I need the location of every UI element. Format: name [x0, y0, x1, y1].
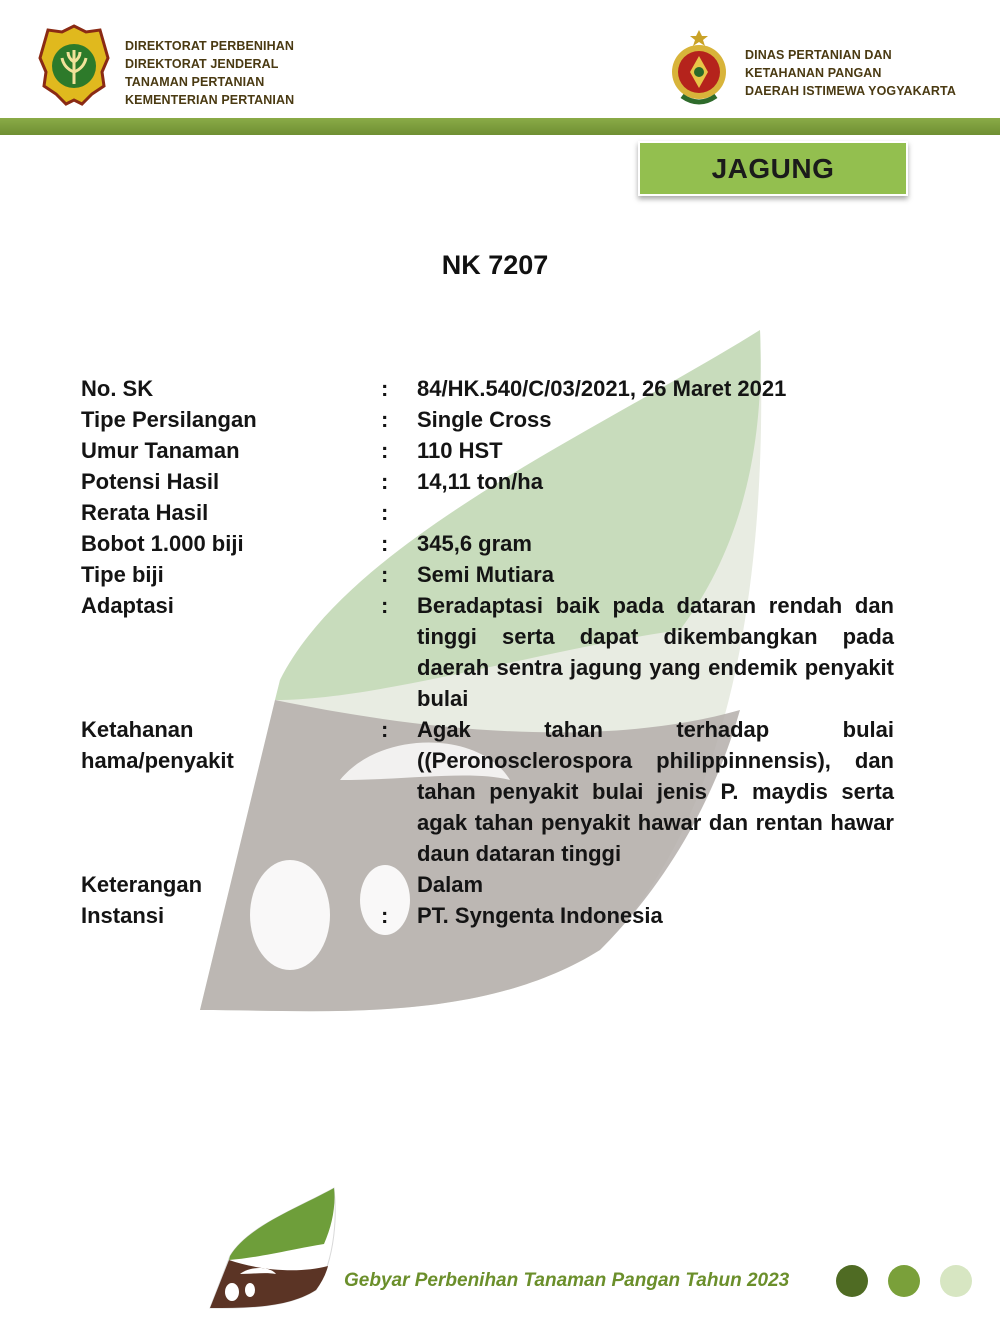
spec-colon: : — [381, 562, 389, 587]
spec-row — [81, 714, 896, 869]
spec-row — [81, 466, 896, 497]
diy-emblem-icon — [668, 28, 730, 110]
spec-value: Semi Mutiara — [417, 562, 554, 587]
spec-value: 14,11 ton/ha — [417, 469, 543, 494]
spec-label: Tipe biji — [81, 562, 164, 587]
spec-row — [81, 590, 896, 714]
spec-value: Single Cross — [417, 407, 552, 432]
page-title: NK 7207 — [441, 250, 549, 280]
footer-event-title: Gebyar Perbenihan Tanaman Pangan Tahun 2023 — [344, 1270, 790, 1291]
spec-label: Tipe Persilangan — [81, 407, 257, 432]
spec-value — [417, 497, 894, 528]
spec-colon: : — [381, 376, 389, 401]
spec-colon: : — [381, 469, 389, 494]
spec-colon: : — [381, 903, 389, 928]
spec-colon: : — [381, 531, 389, 556]
spec-value: Agak tahan terhadap bulai ((Peronosclerospora philippinnensis), dan tahan penyakit bulai jenis P. maydis serta agak tahan penyakit hawar dan rentan hawar daun dataran tinggi — [417, 717, 894, 866]
spec-value: Beradaptasi baik pada dataran rendah dan tinggi serta dapat dikembangkan pada daerah sentra jagung yang endemik penyakit bulai — [417, 593, 894, 711]
spec-row — [81, 373, 896, 404]
spec-label: Potensi Hasil — [81, 469, 220, 494]
header-left-line: DIREKTORAT PERBENIHAN — [125, 39, 295, 53]
header-left-line: TANAMAN PERTANIAN — [125, 75, 265, 89]
spec-row — [81, 559, 896, 590]
spec-colon: : — [381, 407, 389, 432]
spec-value: Dalam — [417, 872, 484, 897]
leaf-logo-icon — [208, 1186, 338, 1310]
variety-spec-table — [81, 373, 896, 931]
header-right-text — [745, 46, 956, 100]
header-left-text — [125, 37, 294, 109]
spec-label: Umur Tanaman — [81, 438, 240, 463]
spec-label: Rerata Hasil — [81, 500, 209, 525]
category-label: JAGUNG — [638, 141, 908, 196]
footer-dot — [940, 1265, 972, 1297]
spec-value: 345,6 gram — [417, 531, 532, 556]
spec-label: No. SK — [81, 376, 154, 401]
spec-row — [81, 528, 896, 559]
footer-dot — [888, 1265, 920, 1297]
header-left-line: KEMENTERIAN PERTANIAN — [125, 93, 295, 107]
spec-label: Adaptasi — [81, 593, 174, 618]
footer-dot — [836, 1265, 868, 1297]
spec-colon: : — [381, 500, 389, 525]
header-right-line: DINAS PERTANIAN DAN — [745, 48, 892, 62]
spec-colon: : — [381, 717, 389, 742]
spec-row — [81, 900, 896, 931]
spec-row — [81, 435, 896, 466]
spec-label: Ketahanan hama/penyakit — [81, 717, 234, 773]
spec-colon: : — [381, 593, 389, 618]
header-right-line: DAERAH ISTIMEWA YOGYAKARTA — [745, 84, 956, 98]
spec-label: Keterangan — [81, 872, 203, 897]
spec-label: Bobot 1.000 biji — [81, 531, 244, 556]
spec-value: 110 HST — [417, 438, 503, 463]
header-left-line: DIREKTORAT JENDERAL — [125, 57, 279, 71]
spec-row — [81, 404, 896, 435]
spec-colon: : — [381, 438, 389, 463]
spec-colon — [381, 869, 417, 900]
header-divider-bar — [0, 118, 1000, 135]
spec-row — [81, 497, 896, 528]
kementan-logo-icon — [38, 24, 110, 108]
spec-value: 84/HK.540/C/03/2021, 26 Maret 2021 — [417, 376, 787, 401]
spec-value: PT. Syngenta Indonesia — [417, 903, 663, 928]
spec-row — [81, 869, 896, 900]
header-right-line: KETAHANAN PANGAN — [745, 66, 882, 80]
spec-label: Instansi — [81, 903, 165, 928]
